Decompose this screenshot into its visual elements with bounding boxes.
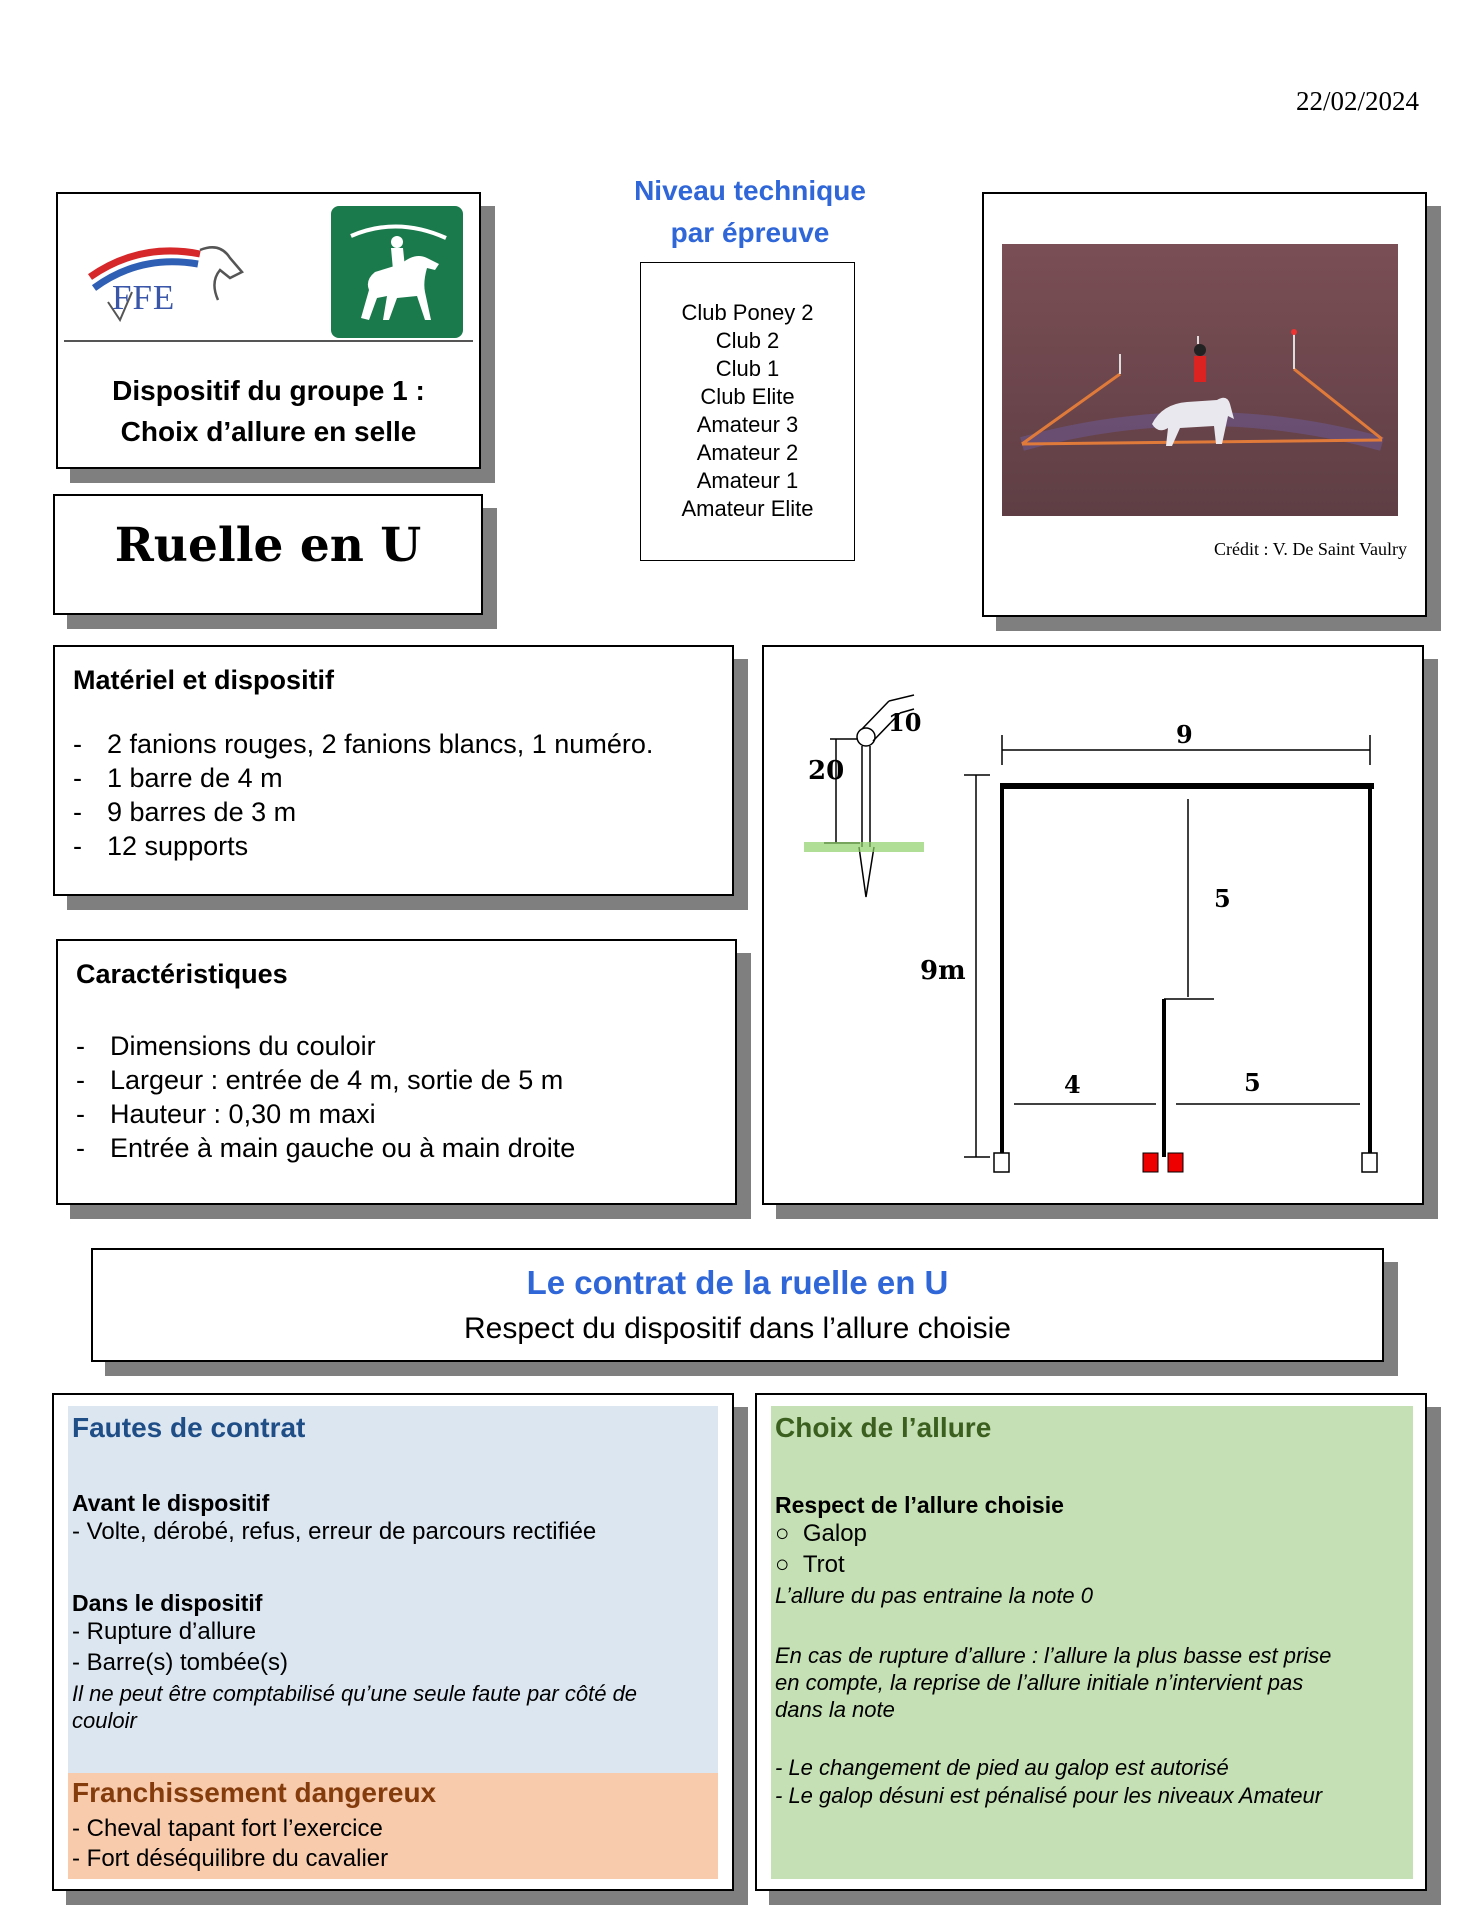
rider-logo-icon <box>331 206 463 338</box>
red-flag-right <box>1168 1153 1183 1172</box>
logo-divider <box>64 340 473 342</box>
caracteristiques-box <box>56 939 737 1205</box>
list-item: - Entrée à main gauche ou à main droite <box>76 1133 576 1163</box>
franchissement-panel <box>68 1773 718 1879</box>
list-item: - Largeur : entrée de 4 m, sortie de 5 m <box>76 1065 564 1095</box>
allure-rule: - Le changement de pied au galop est autorisé <box>775 1755 1229 1780</box>
plan-diagram-box <box>762 645 1424 1205</box>
list-item: - 9 barres de 3 m <box>73 797 297 827</box>
left-dimension-line <box>964 775 990 1157</box>
list-item: - 12 supports <box>73 831 249 861</box>
franchissement-item: - Fort déséquilibre du cavalier <box>72 1845 389 1872</box>
level-item: Amateur Elite <box>681 496 814 521</box>
allure-rule: - Le galop désuni est pénalisé pour les niveaux Amateur <box>775 1783 1323 1808</box>
contrat-subtitle: Respect du dispositif dans l’allure choisie <box>464 1312 1011 1345</box>
u-corridor <box>1000 786 1374 1157</box>
respect-title: Respect de l’allure choisie <box>775 1492 1064 1518</box>
level-item: Club Poney 2 <box>681 300 814 325</box>
pas-note: L’allure du pas entraine la note 0 <box>775 1583 1094 1608</box>
dans-item: - Barre(s) tombée(s) <box>72 1649 289 1676</box>
fautes-note: Il ne peut être comptabilisé qu’une seule faute par côté de couloir <box>72 1681 638 1733</box>
materiel-box <box>53 645 734 896</box>
ffe-logo-text: FFE <box>112 278 176 317</box>
photo-box <box>982 192 1427 617</box>
level-item: Club 1 <box>715 356 780 381</box>
franchissement-item: - Cheval tapant fort l’exercice <box>72 1815 383 1842</box>
materiel-list <box>73 727 653 863</box>
level-item: Amateur 1 <box>696 468 799 493</box>
ground-strip <box>804 842 924 852</box>
allure-panel <box>771 1406 1413 1879</box>
contrat-title: Le contrat de la ruelle en U <box>526 1264 949 1301</box>
list-item: - Dimensions du couloir <box>76 1031 376 1061</box>
photo-credit: Crédit : V. De Saint Vaulry <box>1214 539 1407 559</box>
fautes-title: Fautes de contrat <box>72 1412 306 1443</box>
niveau-title: Niveau technique par épreuve <box>634 175 866 248</box>
allure-option: ○ Galop <box>775 1520 867 1547</box>
avant-title: Avant le dispositif <box>72 1490 270 1516</box>
list-item: - 1 barre de 4 m <box>73 763 283 793</box>
plan-label-5-bottom: 5 <box>1244 1068 1261 1097</box>
group-title: Dispositif du groupe 1 : Choix d’allure en selle <box>112 375 425 447</box>
materiel-title: Matériel et dispositif <box>73 665 335 695</box>
list-item: - Hauteur : 0,30 m maxi <box>76 1099 376 1129</box>
franchissement-title: Franchissement dangereux <box>72 1777 437 1808</box>
allure-option: ○ Trot <box>775 1551 845 1578</box>
caracteristiques-list <box>76 1029 575 1165</box>
level-item: Amateur 2 <box>696 440 799 465</box>
dans-item: - Rupture d’allure <box>72 1618 257 1645</box>
niveau-levels-box <box>640 262 855 561</box>
level-item: Amateur 3 <box>696 412 799 437</box>
radio-circle-icon: ○ <box>775 1551 790 1578</box>
avant-item: - Volte, dérobé, refus, erreur de parcours rectifiée <box>72 1518 597 1545</box>
exercise-name-box <box>53 494 483 615</box>
list-item: - 2 fanions rouges, 2 fanions blancs, 1 numéro. <box>73 729 654 759</box>
level-item: Club 2 <box>715 328 780 353</box>
fautes-panel <box>68 1406 718 1773</box>
plan-label-9m: 9m <box>920 956 966 986</box>
rupture-note: En cas de rupture d’allure : l’allure la plus basse est prise en compte, la reprise de l’allure initiale n’intervient pas dans la note <box>775 1643 1332 1722</box>
plan-label-10: 10 <box>888 708 922 737</box>
contrat-box <box>91 1248 1384 1362</box>
plan-label-9-top: 9 <box>1176 720 1193 749</box>
plan-label-4: 4 <box>1064 1070 1081 1099</box>
arena-photo <box>1002 244 1398 516</box>
allure-box <box>755 1393 1427 1891</box>
caracteristiques-title: Caractéristiques <box>76 959 288 989</box>
plan-label-5-mid: 5 <box>1214 884 1231 913</box>
dans-title: Dans le dispositif <box>72 1590 263 1616</box>
fautes-box <box>52 1393 734 1891</box>
exercise-name: Ruelle en U <box>114 518 422 573</box>
allure-title: Choix de l’allure <box>775 1412 992 1443</box>
header-logo-box <box>56 192 481 469</box>
white-flag-right <box>1362 1153 1377 1172</box>
red-flag-left <box>1143 1153 1158 1172</box>
plan-label-20: 20 <box>808 756 845 786</box>
document-date: 22/02/2024 <box>1295 86 1419 116</box>
radio-circle-icon: ○ <box>775 1520 790 1547</box>
plan-diagram <box>764 647 1422 1203</box>
level-item: Club Elite <box>700 384 795 409</box>
white-flag-left <box>994 1153 1009 1172</box>
